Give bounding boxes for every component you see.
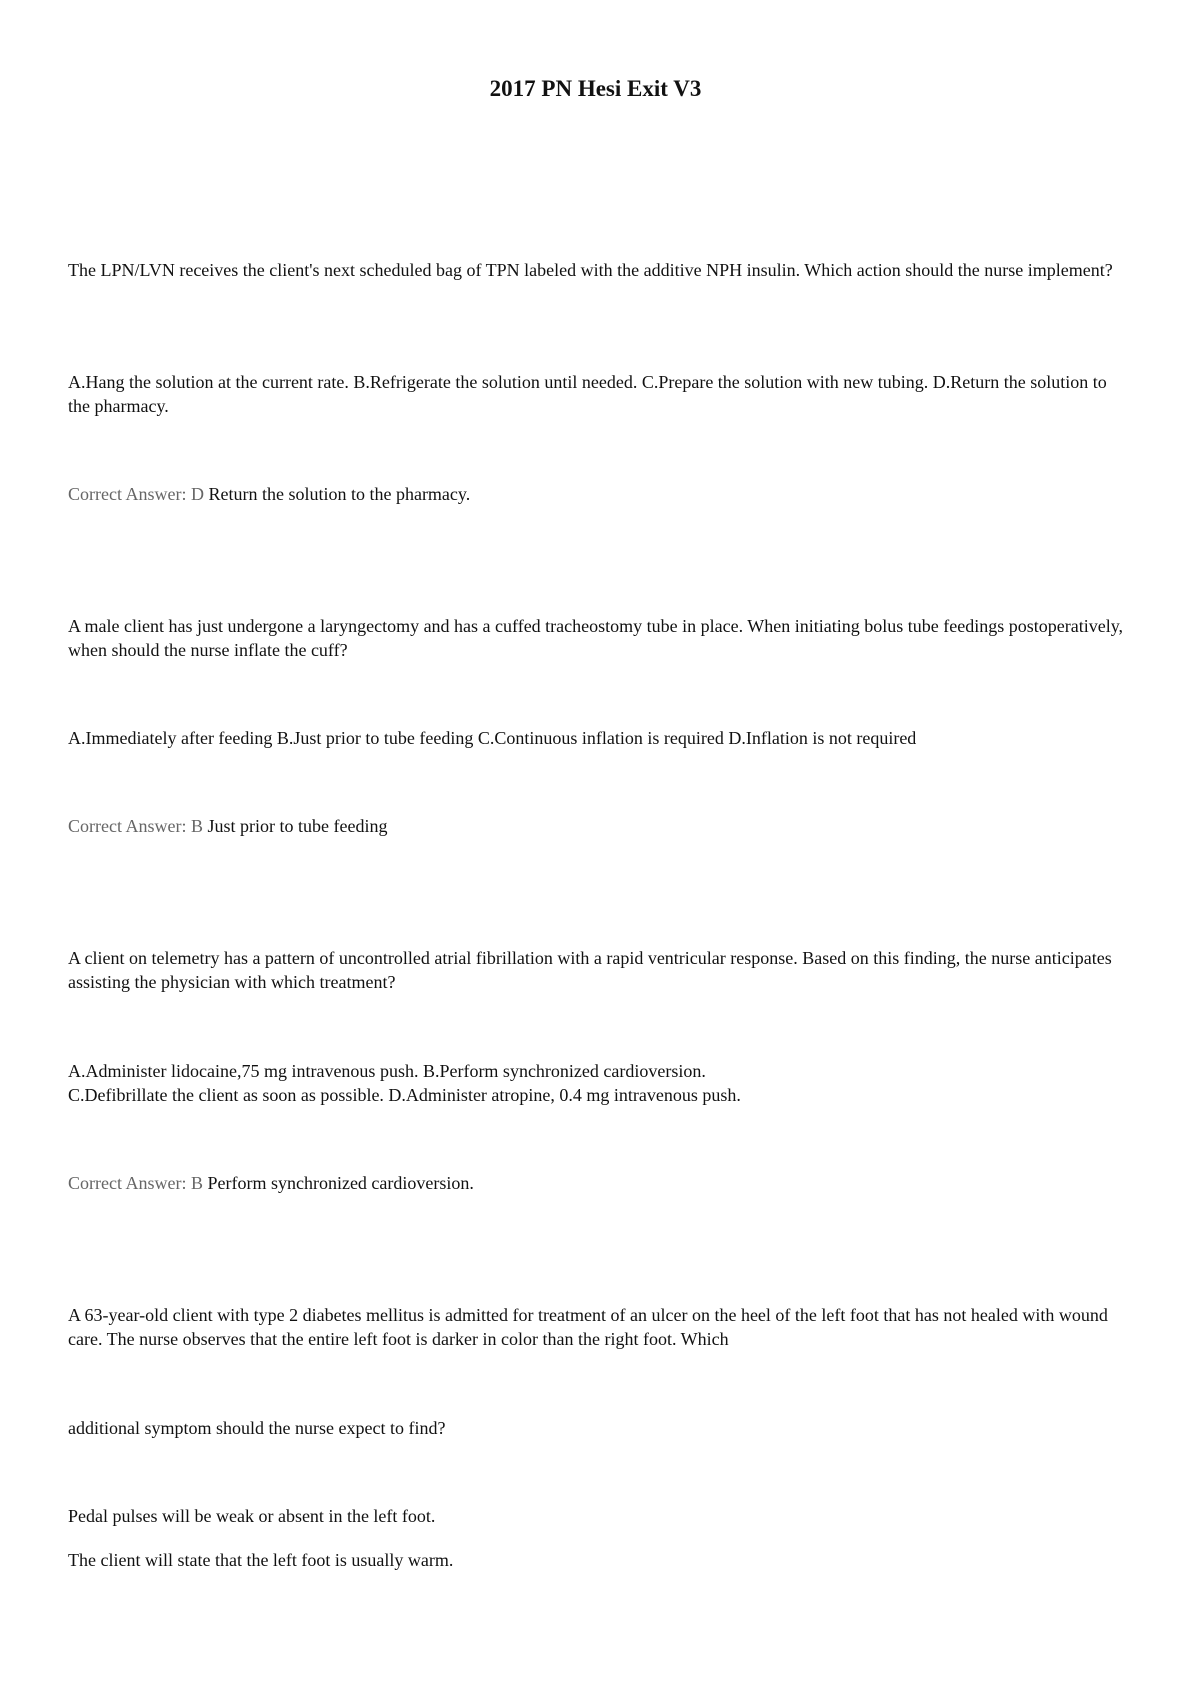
question-2-answer-label: Correct Answer: B [68, 816, 203, 836]
question-2-answer-text: Just prior to tube feeding [207, 816, 388, 836]
question-2-options: A.Immediately after feeding B.Just prior to tube feeding C.Continuous inflation is required D.Inflation is not required [68, 728, 917, 748]
question-1-answer [68, 482, 1128, 506]
question-4-stem: A 63-year-old client with type 2 diabetes mellitus is admitted for treatment of an ulcer on the heel of the left foot that has not healed with wound care. The nurse observes that the entire left foot is darker in color than the right foot. Which [68, 1305, 1108, 1349]
question-4-option-2: The client will state that the left foot is usually warm. [68, 1550, 454, 1570]
question-3-answer [68, 1171, 1128, 1195]
question-4-stem-continued: additional symptom should the nurse expect to find? [68, 1418, 446, 1438]
question-1-options: A.Hang the solution at the current rate. B.Refrigerate the solution until needed. C.Prepare the solution with new tubing. D.Return the solution to the pharmacy. [68, 372, 1107, 416]
question-2-stem: A male client has just undergone a laryngectomy and has a cuffed tracheostomy tube in place. When initiating bolus tube feedings postoperatively, when should the nurse inflate the cuff? [68, 616, 1124, 660]
question-3-stem: A client on telemetry has a pattern of uncontrolled atrial fibrillation with a rapid ventricular response. Based on this finding, the nurse anticipates assisting the physician with which treatment? [68, 948, 1112, 992]
question-2-answer [68, 814, 1128, 838]
question-1-answer-text: Return the solution to the pharmacy. [208, 484, 471, 504]
question-4-option-1: Pedal pulses will be weak or absent in the left foot. [68, 1506, 436, 1526]
question-3-answer-label: Correct Answer: B [68, 1173, 203, 1193]
question-3-options-line-1: A.Administer lidocaine,75 mg intravenous push. B.Perform synchronized cardioversion. [68, 1061, 706, 1081]
question-1-answer-label: Correct Answer: D [68, 484, 204, 504]
question-3-answer-text: Perform synchronized cardioversion. [207, 1173, 474, 1193]
question-1-stem: The LPN/LVN receives the client's next scheduled bag of TPN labeled with the additive NPH insulin. Which action should the nurse implement? [68, 260, 1113, 280]
question-3-options-line-2: C.Defibrillate the client as soon as possible. D.Administer atropine, 0.4 mg intravenous push. [68, 1085, 741, 1105]
page-title: 2017 PN Hesi Exit V3 [489, 76, 702, 101]
